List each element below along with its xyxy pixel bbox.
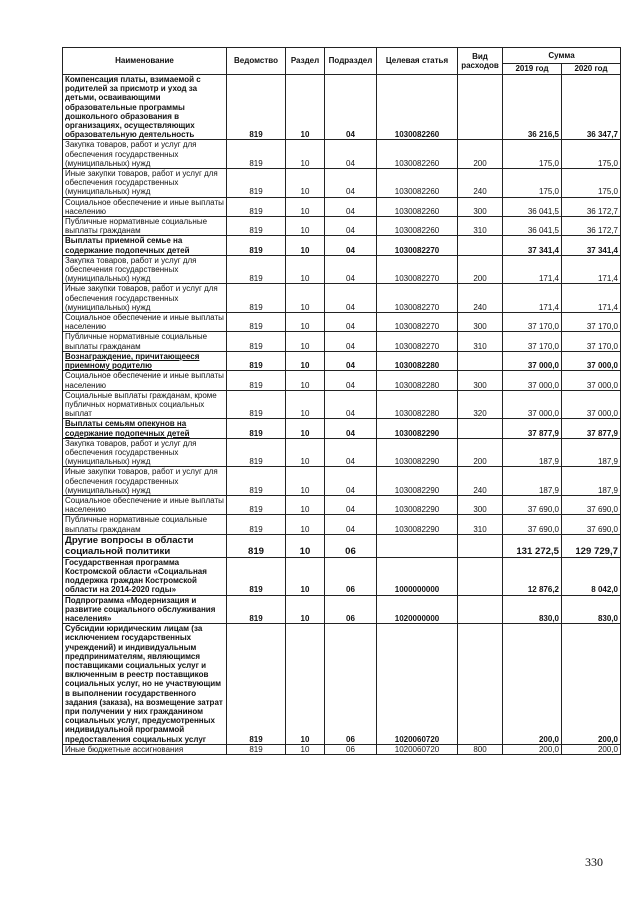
row-target: 1030082290 bbox=[377, 467, 458, 496]
row-sum-2019: 200,0 bbox=[503, 624, 562, 745]
table-row bbox=[63, 197, 621, 216]
row-type: 800 bbox=[458, 744, 503, 754]
table-row bbox=[63, 467, 621, 496]
row-section: 10 bbox=[286, 284, 325, 313]
row-sum-2019: 36 216,5 bbox=[503, 75, 562, 140]
row-dept: 819 bbox=[227, 438, 286, 467]
row-name: Вознаграждение, причитающееся приемному родителю bbox=[63, 351, 227, 370]
row-type bbox=[458, 236, 503, 255]
row-dept: 819 bbox=[227, 534, 286, 557]
row-name: Социальное обеспечение и иные выплаты населению bbox=[63, 313, 227, 332]
row-section: 10 bbox=[286, 744, 325, 754]
row-sum-2020: 37 690,0 bbox=[562, 495, 621, 514]
row-type: 240 bbox=[458, 169, 503, 198]
row-section: 10 bbox=[286, 515, 325, 534]
row-sum-2019: 200,0 bbox=[503, 744, 562, 754]
row-dept: 819 bbox=[227, 255, 286, 284]
row-sum-2019: 37 000,0 bbox=[503, 351, 562, 370]
row-section: 10 bbox=[286, 557, 325, 595]
row-subsection: 04 bbox=[325, 371, 377, 390]
row-target: 1020060720 bbox=[377, 744, 458, 754]
row-sum-2019: 36 041,5 bbox=[503, 197, 562, 216]
row-dept: 819 bbox=[227, 313, 286, 332]
row-target: 1030082260 bbox=[377, 217, 458, 236]
row-type: 320 bbox=[458, 390, 503, 419]
row-sum-2019: 171,4 bbox=[503, 284, 562, 313]
budget-table bbox=[62, 47, 621, 755]
row-target: 1020060720 bbox=[377, 624, 458, 745]
row-sum-2020: 37 000,0 bbox=[562, 371, 621, 390]
row-sum-2020: 175,0 bbox=[562, 169, 621, 198]
row-subsection: 04 bbox=[325, 313, 377, 332]
row-target: 1030082260 bbox=[377, 75, 458, 140]
row-dept: 819 bbox=[227, 624, 286, 745]
header-subsection: Подраздел bbox=[325, 48, 377, 75]
row-sum-2020: 37 000,0 bbox=[562, 351, 621, 370]
row-name: Социальное обеспечение и иные выплаты населению bbox=[63, 197, 227, 216]
row-sum-2019: 12 876,2 bbox=[503, 557, 562, 595]
row-dept: 819 bbox=[227, 140, 286, 169]
table-row bbox=[63, 217, 621, 236]
row-type: 310 bbox=[458, 515, 503, 534]
row-subsection: 06 bbox=[325, 624, 377, 745]
row-target: 1030082270 bbox=[377, 236, 458, 255]
table-row bbox=[63, 236, 621, 255]
row-subsection: 04 bbox=[325, 169, 377, 198]
row-type: 300 bbox=[458, 495, 503, 514]
table-row bbox=[63, 255, 621, 284]
row-dept: 819 bbox=[227, 744, 286, 754]
row-sum-2019: 37 170,0 bbox=[503, 313, 562, 332]
row-name: Выплаты семьям опекунов на содержание подопечных детей bbox=[63, 419, 227, 438]
row-subsection: 04 bbox=[325, 217, 377, 236]
row-type: 310 bbox=[458, 332, 503, 351]
table-row bbox=[63, 557, 621, 595]
row-type bbox=[458, 534, 503, 557]
row-section: 10 bbox=[286, 197, 325, 216]
row-subsection: 04 bbox=[325, 332, 377, 351]
row-dept: 819 bbox=[227, 351, 286, 370]
row-name: Компенсация платы, взимаемой с родителей за присмотр и уход за детьми, осваивающими образовательные программы дошкольного образования в организациях, осуществляющих образовательную деятельность bbox=[63, 75, 227, 140]
row-type: 200 bbox=[458, 255, 503, 284]
row-type bbox=[458, 624, 503, 745]
row-subsection: 04 bbox=[325, 284, 377, 313]
row-type bbox=[458, 75, 503, 140]
row-target: 1030082270 bbox=[377, 332, 458, 351]
row-target: 1030082270 bbox=[377, 255, 458, 284]
header-sum: Сумма bbox=[503, 48, 621, 64]
row-sum-2019: 187,9 bbox=[503, 467, 562, 496]
row-section: 10 bbox=[286, 438, 325, 467]
table-row bbox=[63, 495, 621, 514]
row-sum-2019: 37 000,0 bbox=[503, 390, 562, 419]
row-subsection: 04 bbox=[325, 495, 377, 514]
table-row bbox=[63, 351, 621, 370]
row-sum-2019: 175,0 bbox=[503, 140, 562, 169]
row-section: 10 bbox=[286, 169, 325, 198]
row-section: 10 bbox=[286, 419, 325, 438]
row-subsection: 04 bbox=[325, 197, 377, 216]
row-type bbox=[458, 557, 503, 595]
header-name: Наименование bbox=[63, 48, 227, 75]
row-type: 200 bbox=[458, 438, 503, 467]
row-subsection: 06 bbox=[325, 744, 377, 754]
row-sum-2020: 36 172,7 bbox=[562, 217, 621, 236]
row-name: Закупка товаров, работ и услуг для обеспечения государственных (муниципальных) нужд bbox=[63, 255, 227, 284]
header-type: Вид расходов bbox=[458, 48, 503, 75]
table-row bbox=[63, 75, 621, 140]
row-target: 1030082290 bbox=[377, 515, 458, 534]
row-subsection: 04 bbox=[325, 467, 377, 496]
row-sum-2020: 8 042,0 bbox=[562, 557, 621, 595]
row-dept: 819 bbox=[227, 284, 286, 313]
row-type: 240 bbox=[458, 467, 503, 496]
row-name: Публичные нормативные социальные выплаты гражданам bbox=[63, 332, 227, 351]
row-dept: 819 bbox=[227, 390, 286, 419]
row-dept: 819 bbox=[227, 197, 286, 216]
row-dept: 819 bbox=[227, 236, 286, 255]
table-row bbox=[63, 419, 621, 438]
row-section: 10 bbox=[286, 75, 325, 140]
row-name: Другие вопросы в области социальной политики bbox=[63, 534, 227, 557]
row-type bbox=[458, 595, 503, 624]
row-dept: 819 bbox=[227, 595, 286, 624]
row-dept: 819 bbox=[227, 217, 286, 236]
row-sum-2020: 175,0 bbox=[562, 140, 621, 169]
row-type bbox=[458, 351, 503, 370]
table-row bbox=[63, 515, 621, 534]
table-row bbox=[63, 438, 621, 467]
row-sum-2020: 36 347,7 bbox=[562, 75, 621, 140]
row-sum-2019: 37 170,0 bbox=[503, 332, 562, 351]
row-name: Государственная программа Костромской области «Социальная поддержка граждан Костромской области на 2014-2020 годы» bbox=[63, 557, 227, 595]
row-sum-2020: 830,0 bbox=[562, 595, 621, 624]
table-row bbox=[63, 595, 621, 624]
table-row bbox=[63, 169, 621, 198]
row-name: Социальные выплаты гражданам, кроме публичных нормативных социальных выплат bbox=[63, 390, 227, 419]
row-name: Публичные нормативные социальные выплаты гражданам bbox=[63, 515, 227, 534]
row-type: 300 bbox=[458, 313, 503, 332]
table-row bbox=[63, 371, 621, 390]
row-section: 10 bbox=[286, 255, 325, 284]
row-target: 1030082270 bbox=[377, 313, 458, 332]
row-target bbox=[377, 534, 458, 557]
row-section: 10 bbox=[286, 371, 325, 390]
row-sum-2020: 37 170,0 bbox=[562, 313, 621, 332]
row-dept: 819 bbox=[227, 332, 286, 351]
row-subsection: 04 bbox=[325, 351, 377, 370]
table-row bbox=[63, 534, 621, 557]
row-target: 1030082260 bbox=[377, 169, 458, 198]
row-sum-2020: 171,4 bbox=[562, 255, 621, 284]
row-subsection: 04 bbox=[325, 419, 377, 438]
row-section: 10 bbox=[286, 236, 325, 255]
row-dept: 819 bbox=[227, 371, 286, 390]
row-sum-2020: 187,9 bbox=[562, 438, 621, 467]
row-sum-2020: 37 341,4 bbox=[562, 236, 621, 255]
row-target: 1030082290 bbox=[377, 419, 458, 438]
row-sum-2020: 37 170,0 bbox=[562, 332, 621, 351]
row-section: 10 bbox=[286, 313, 325, 332]
row-section: 10 bbox=[286, 467, 325, 496]
row-target: 1030082270 bbox=[377, 284, 458, 313]
row-sum-2019: 37 341,4 bbox=[503, 236, 562, 255]
row-subsection: 04 bbox=[325, 75, 377, 140]
row-sum-2020: 37 000,0 bbox=[562, 390, 621, 419]
row-name: Социальное обеспечение и иные выплаты населению bbox=[63, 495, 227, 514]
row-sum-2020: 37 877,9 bbox=[562, 419, 621, 438]
row-sum-2020: 200,0 bbox=[562, 624, 621, 745]
row-sum-2019: 37 690,0 bbox=[503, 495, 562, 514]
row-dept: 819 bbox=[227, 515, 286, 534]
row-subsection: 04 bbox=[325, 390, 377, 419]
row-type: 200 bbox=[458, 140, 503, 169]
row-section: 10 bbox=[286, 140, 325, 169]
row-section: 10 bbox=[286, 624, 325, 745]
row-name: Закупка товаров, работ и услуг для обеспечения государственных (муниципальных) нужд bbox=[63, 140, 227, 169]
row-subsection: 04 bbox=[325, 438, 377, 467]
row-section: 10 bbox=[286, 217, 325, 236]
row-target: 1030082280 bbox=[377, 390, 458, 419]
row-sum-2020: 129 729,7 bbox=[562, 534, 621, 557]
row-sum-2019: 37 690,0 bbox=[503, 515, 562, 534]
row-dept: 819 bbox=[227, 557, 286, 595]
row-name: Публичные нормативные социальные выплаты гражданам bbox=[63, 217, 227, 236]
row-section: 10 bbox=[286, 595, 325, 624]
row-dept: 819 bbox=[227, 495, 286, 514]
table-row bbox=[63, 390, 621, 419]
row-name: Иные закупки товаров, работ и услуг для обеспечения государственных (муниципальных) нужд bbox=[63, 467, 227, 496]
header-section: Раздел bbox=[286, 48, 325, 75]
row-type bbox=[458, 419, 503, 438]
row-target: 1030082260 bbox=[377, 197, 458, 216]
table-row bbox=[63, 284, 621, 313]
header-target: Целевая статья bbox=[377, 48, 458, 75]
row-name: Закупка товаров, работ и услуг для обеспечения государственных (муниципальных) нужд bbox=[63, 438, 227, 467]
row-section: 10 bbox=[286, 390, 325, 419]
row-sum-2020: 171,4 bbox=[562, 284, 621, 313]
table-row bbox=[63, 332, 621, 351]
row-name: Иные закупки товаров, работ и услуг для обеспечения государственных (муниципальных) нужд bbox=[63, 169, 227, 198]
row-section: 10 bbox=[286, 534, 325, 557]
row-sum-2019: 171,4 bbox=[503, 255, 562, 284]
row-name: Выплаты приемной семье на содержание подопечных детей bbox=[63, 236, 227, 255]
row-target: 1030082290 bbox=[377, 438, 458, 467]
row-sum-2020: 37 690,0 bbox=[562, 515, 621, 534]
row-type: 300 bbox=[458, 197, 503, 216]
table-row bbox=[63, 624, 621, 745]
row-sum-2019: 131 272,5 bbox=[503, 534, 562, 557]
row-dept: 819 bbox=[227, 169, 286, 198]
page-number: 330 bbox=[585, 855, 603, 869]
row-sum-2019: 187,9 bbox=[503, 438, 562, 467]
row-subsection: 06 bbox=[325, 595, 377, 624]
row-sum-2019: 175,0 bbox=[503, 169, 562, 198]
row-subsection: 06 bbox=[325, 534, 377, 557]
row-target: 1030082260 bbox=[377, 140, 458, 169]
row-target: 1030082290 bbox=[377, 495, 458, 514]
row-name: Иные бюджетные ассигнования bbox=[63, 744, 227, 754]
row-section: 10 bbox=[286, 332, 325, 351]
table-row bbox=[63, 313, 621, 332]
row-section: 10 bbox=[286, 351, 325, 370]
header-dept: Ведомство bbox=[227, 48, 286, 75]
row-section: 10 bbox=[286, 495, 325, 514]
row-target: 1000000000 bbox=[377, 557, 458, 595]
row-sum-2020: 187,9 bbox=[562, 467, 621, 496]
row-type: 240 bbox=[458, 284, 503, 313]
header-2019: 2019 год bbox=[503, 64, 562, 75]
table-row bbox=[63, 744, 621, 754]
row-sum-2019: 37 000,0 bbox=[503, 371, 562, 390]
row-type: 300 bbox=[458, 371, 503, 390]
row-sum-2020: 36 172,7 bbox=[562, 197, 621, 216]
row-name: Социальное обеспечение и иные выплаты населению bbox=[63, 371, 227, 390]
row-dept: 819 bbox=[227, 419, 286, 438]
row-target: 1030082280 bbox=[377, 351, 458, 370]
row-target: 1020000000 bbox=[377, 595, 458, 624]
row-name: Иные закупки товаров, работ и услуг для обеспечения государственных (муниципальных) нужд bbox=[63, 284, 227, 313]
row-subsection: 04 bbox=[325, 236, 377, 255]
row-name: Подпрограмма «Модернизация и развитие социального обслуживания населения» bbox=[63, 595, 227, 624]
row-sum-2020: 200,0 bbox=[562, 744, 621, 754]
row-dept: 819 bbox=[227, 75, 286, 140]
row-sum-2019: 37 877,9 bbox=[503, 419, 562, 438]
row-sum-2019: 36 041,5 bbox=[503, 217, 562, 236]
row-dept: 819 bbox=[227, 467, 286, 496]
row-name: Субсидии юридическим лицам (за исключением государственных учреждений) и индивидуальным предпринимателям, являющимся поставщиками социальных услуг и включенным в реестр поставщиков социальных услуг, но не участвующим в выполнении государственного задания (заказа), на возмещение затрат при получении у них гражданином социальных услуг, предусмотренных индивидуальной программой предоставления социальных услуг bbox=[63, 624, 227, 745]
row-subsection: 04 bbox=[325, 140, 377, 169]
row-subsection: 04 bbox=[325, 515, 377, 534]
row-target: 1030082280 bbox=[377, 371, 458, 390]
table-row bbox=[63, 140, 621, 169]
header-2020: 2020 год bbox=[562, 64, 621, 75]
row-sum-2019: 830,0 bbox=[503, 595, 562, 624]
row-type: 310 bbox=[458, 217, 503, 236]
row-subsection: 06 bbox=[325, 557, 377, 595]
row-subsection: 04 bbox=[325, 255, 377, 284]
budget-sheet bbox=[62, 47, 620, 755]
